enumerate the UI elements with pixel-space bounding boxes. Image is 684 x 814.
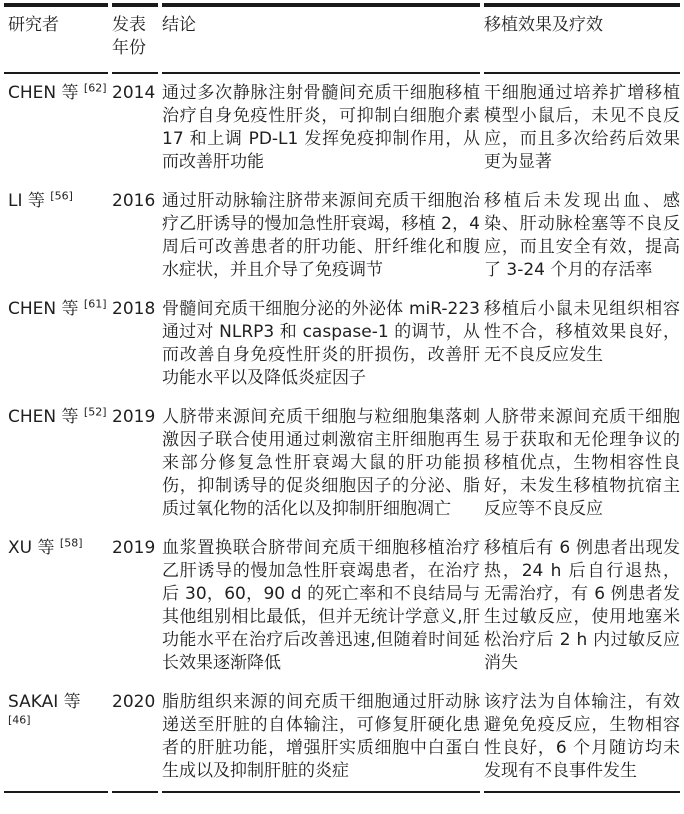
column-header-conclusion: 结论 — [162, 3, 480, 74]
citation-ref: [56] — [50, 189, 73, 203]
table-row — [4, 182, 680, 290]
cell-researcher — [4, 182, 108, 290]
cell-year: 2014 — [112, 83, 156, 103]
citation-ref: [52] — [83, 405, 107, 419]
cell-researcher — [4, 398, 108, 529]
citation-ref: [62] — [83, 81, 107, 95]
column-header-researcher: 研究者 — [4, 3, 108, 74]
researcher-name: LI 等 — [8, 191, 45, 211]
cell-year: 2019 — [112, 407, 156, 427]
cell-researcher — [4, 683, 108, 793]
citation-ref: [46] — [8, 713, 31, 727]
cell-year: 2019 — [112, 538, 156, 558]
cell-researcher — [4, 74, 108, 182]
cell-effect: 移植后小鼠未见组织相容性不合，移植效果良好，无不良反应发生 — [484, 299, 680, 365]
citation-ref: [61] — [83, 297, 107, 311]
table-row — [4, 683, 680, 793]
citation-ref: [58] — [59, 536, 83, 550]
researcher-name: CHEN 等 — [8, 83, 79, 103]
researcher-name: CHEN 等 — [8, 407, 79, 427]
cell-effect: 移植后未发现出血、感染、肝动脉栓塞等不良反应，而且安全有效，提高了 3-24 个月的存活率 — [484, 191, 680, 280]
cell-year: 2020 — [112, 683, 158, 793]
cell-conclusion: 脂肪组织来源的间充质干细胞通过肝动脉递送至肝脏的自体输注，可修复肝硬化患者的肝脏功能，增强肝实质细胞中白蛋白生成以及抑制肝脏的炎症 — [162, 683, 480, 793]
column-header-effect: 移植效果及疗效 — [484, 3, 680, 74]
cell-year: 2016 — [112, 191, 156, 211]
cell-effect: 人脐带来源间充质干细胞易于获取和无伦理争议的移植优点，生物相容性良好，未发生移植物抗宿主反应等不良反应 — [484, 407, 680, 519]
cell-researcher — [4, 529, 108, 683]
cell-conclusion: 通过多次静脉注射骨髓间充质干细胞移植治疗自身免疫性肝炎，可抑制白细胞介素 17 和上调 PD-L1 发挥免疫抑制作用，从而改善肝功能 — [162, 83, 480, 172]
cell-conclusion: 通过肝动脉输注脐带来源间充质干细胞治疗乙肝诱导的慢加急性肝衰竭，移植 2，4 周后可改善患者的肝功能、肝纤维化和腹水症状，并且介导了免疫调节 — [162, 191, 480, 280]
cell-effect: 移植后有 6 例患者出现发热，24 h 后自行退热，无需治疗，有 6 例患者发生过敏反应，使用地塞米松治疗后 2 h 内过敏反应消失 — [484, 538, 680, 673]
table-row — [4, 290, 680, 398]
cell-effect: 干细胞通过培养扩增移植模型小鼠后，未见不良反应，而且多次给药后效果更为显著 — [484, 83, 680, 172]
table-row — [4, 529, 680, 683]
cell-conclusion: 血浆置换联合脐带间充质干细胞移植治疗乙肝诱导的慢加急性肝衰竭患者，在治疗后 30，60，90 d 的死亡率和不良结局与其他组别相比最低，但并无统计学意义,肝功能水平在治疗后改善迅速,但随着时间延长效果逐渐降低 — [162, 538, 480, 673]
table-row — [4, 74, 680, 182]
researcher-name: XU 等 — [8, 538, 55, 558]
table-header-row — [4, 3, 680, 74]
column-header-year: 发表年份 — [112, 3, 158, 74]
cell-conclusion: 人脐带来源间充质干细胞与粒细胞集落刺激因子联合使用通过刺激宿主肝细胞再生来部分修复急性肝衰竭大鼠的肝功能损伤，抑制诱导的促炎细胞因子的分泌、脂质过氧化物的活化以及抑制肝细胞凋亡 — [162, 407, 480, 519]
table-row — [4, 398, 680, 529]
cell-conclusion: 骨髓间充质干细胞分泌的外泌体 miR-223 通过对 NLRP3 和 caspase-1 的调节，从而改善自身免疫性肝炎的肝损伤，改善肝功能水平以及降低炎症因子 — [162, 299, 480, 388]
researcher-name: CHEN 等 — [8, 299, 79, 319]
literature-review-table — [0, 3, 684, 793]
cell-researcher — [4, 290, 108, 398]
cell-effect: 该疗法为自体输注，有效避免免疫反应，生物相容性良好，6 个月随访均未发现有不良事件发生 — [484, 683, 680, 793]
cell-year: 2018 — [112, 299, 156, 319]
researcher-name: SAKAI 等 — [8, 692, 81, 712]
